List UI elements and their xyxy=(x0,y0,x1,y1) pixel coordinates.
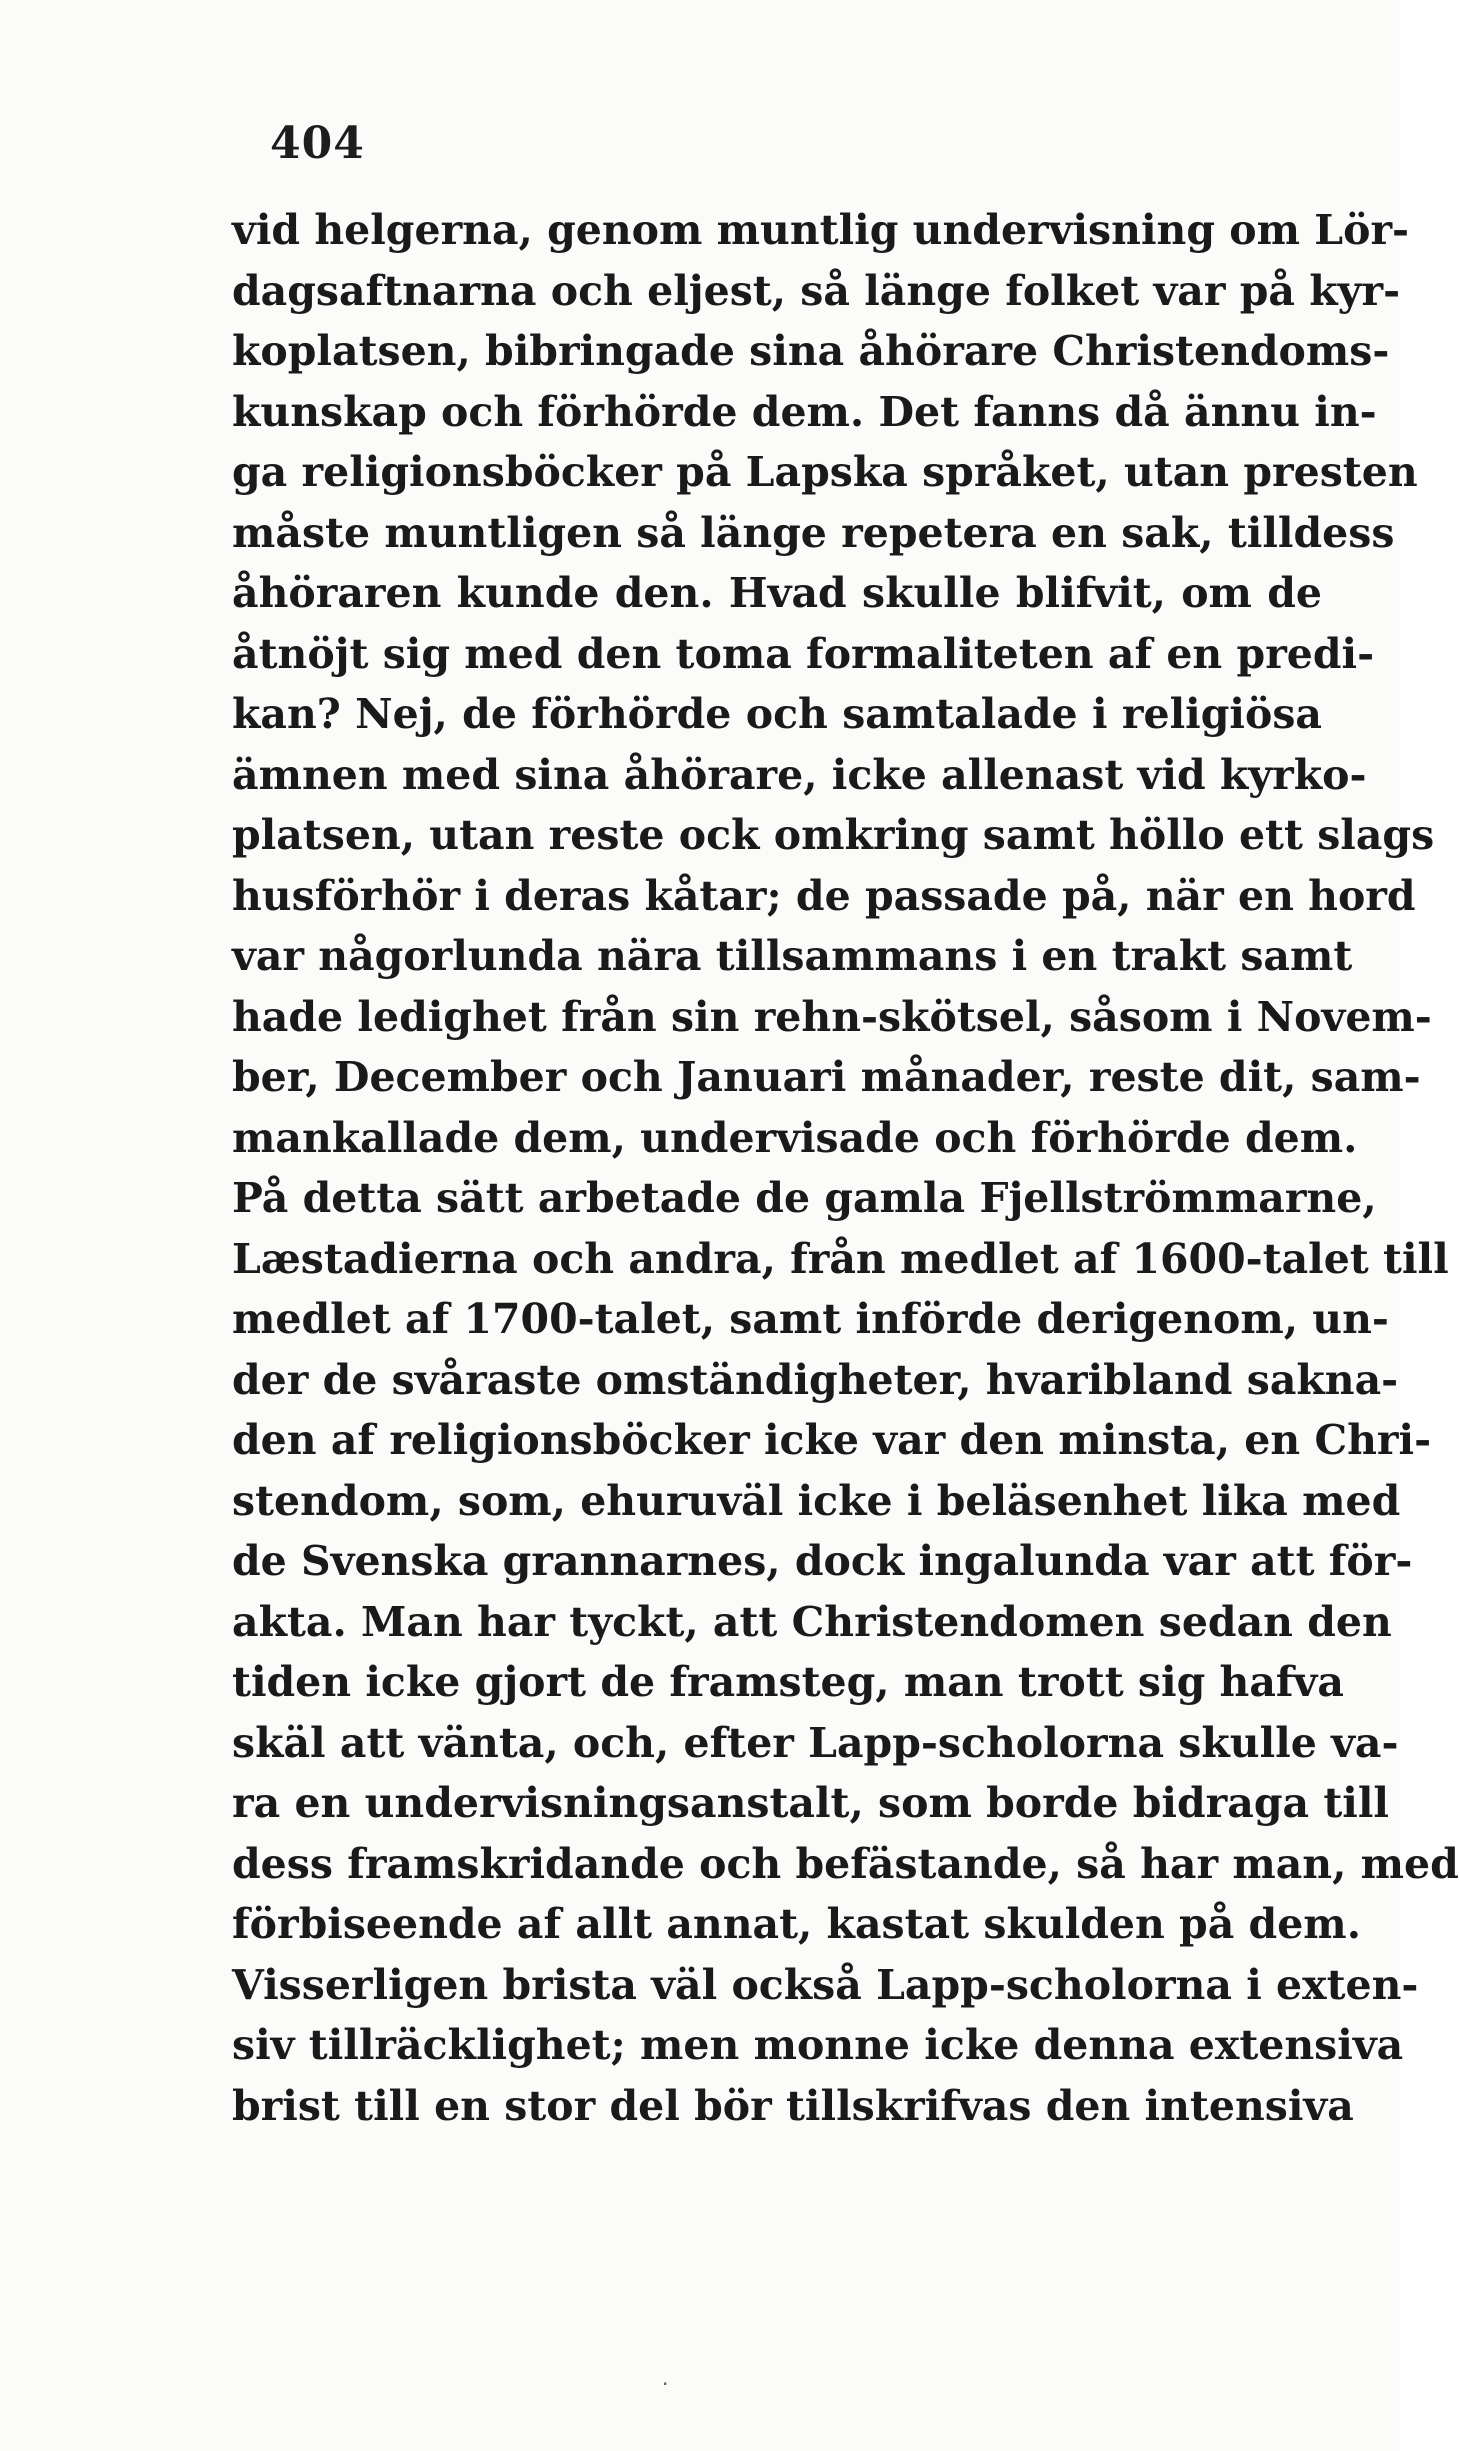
text-line: platsen, utan reste ock omkring samt höllo ett slags xyxy=(232,811,1435,859)
text-line: förbiseende af allt annat, kastat skulden på dem. xyxy=(232,1900,1361,1948)
text-line: stendom, som, ehuruväl icke i beläsenhet lika med xyxy=(232,1476,1401,1525)
text-line: akta. Man har tyckt, att Christendomen sedan den xyxy=(232,1597,1392,1646)
text-line: siv tillräcklighet; men monne icke denna extensiva xyxy=(232,2021,1404,2069)
text-line: hade ledighet från sin rehn-skötsel, såsom i Novem- xyxy=(232,992,1432,1041)
text-line: åtnöjt sig med den toma formaliteten af en predi- xyxy=(232,629,1375,678)
text-line: mankallade dem, undervisade och förhörde dem. xyxy=(232,1113,1358,1162)
body-text xyxy=(232,200,1459,2136)
text-line: medlet af 1700-talet, samt införde derigenom, un- xyxy=(232,1295,1389,1343)
footer-mark: · xyxy=(662,2372,669,2396)
text-line: husförhör i deras kåtar; de passade på, när en hord xyxy=(232,871,1416,920)
text-line: kunskap och förhörde dem. Det fanns då ännu in- xyxy=(232,387,1377,436)
text-line: skäl att vänta, och, efter Lapp-scholorna skulle va- xyxy=(232,1718,1399,1767)
text-line: var någorlunda nära tillsammans i en trakt samt xyxy=(232,932,1353,980)
text-line: brist till en stor del bör tillskrifvas den intensiva xyxy=(232,2081,1354,2130)
text-line: ber, December och Januari månader, reste dit, sam- xyxy=(232,1053,1421,1101)
text-line: kan? Nej, de förhörde och samtalade i religiösa xyxy=(232,690,1322,738)
text-line: tiden icke gjort de framsteg, man trott sig hafva xyxy=(232,1658,1344,1706)
text-line: de Svenska grannarnes, dock ingalunda var att för- xyxy=(232,1537,1413,1585)
text-line: dagsaftnarna och eljest, så länge folket var på kyr- xyxy=(232,266,1401,315)
text-line: På detta sätt arbetade de gamla Fjellströmmarne, xyxy=(232,1174,1377,1222)
page-number: 404 xyxy=(270,118,365,169)
text-line: Visserligen brista väl också Lapp-scholorna i exten- xyxy=(232,1960,1419,2009)
text-line: vid helgerna, genom muntlig undervisning om Lör- xyxy=(232,206,1410,254)
text-line: der de svåraste omständigheter, hvaribland sakna- xyxy=(232,1355,1399,1404)
text-line: koplatsen, bibringade sina åhörare Christendoms- xyxy=(232,327,1390,375)
text-line: ga religionsböcker på Lapska språket, utan presten xyxy=(232,448,1418,496)
text-line: ra en undervisningsanstalt, som borde bidraga till xyxy=(232,1779,1390,1827)
text-line: den af religionsböcker icke var den minsta, en Chri- xyxy=(232,1416,1432,1464)
text-line: Læstadierna och andra, från medlet af 1600-talet till xyxy=(232,1234,1449,1283)
text-line: ämnen med sina åhörare, icke allenast vid kyrko- xyxy=(232,750,1367,799)
text-line: dess framskridande och befästande, så har man, med xyxy=(232,1839,1459,1888)
text-line: måste muntligen så länge repetera en sak, tilldess xyxy=(232,508,1395,557)
text-line: åhöraren kunde den. Hvad skulle blifvit, om de xyxy=(232,569,1322,617)
